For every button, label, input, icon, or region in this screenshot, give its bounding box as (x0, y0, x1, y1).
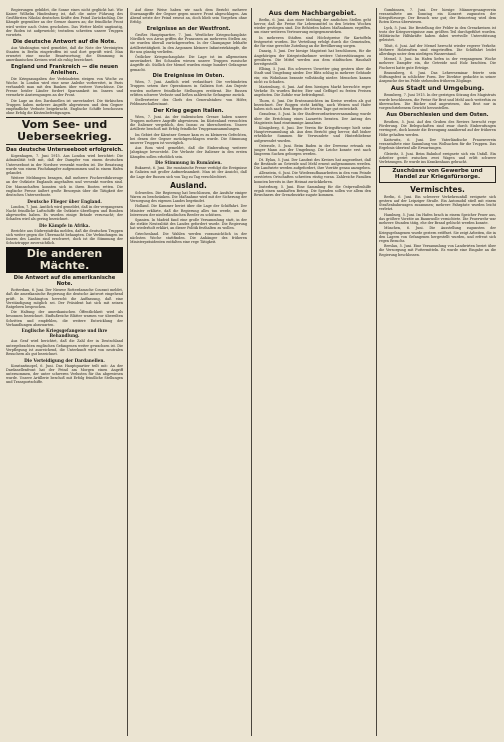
article-paragraph: Tilsit, 6. Juni. Auf der Memel herrscht wieder regerer Verkehr. Mehrere Holztraften sind eingetroffen. Die Schiffahrt leidet allerdings unter dem niedrigen Wasserstand. (379, 43, 496, 56)
article-heading: Die deutsche Antwort auf die Note. (12, 38, 117, 45)
boxed-notice (379, 166, 496, 183)
article-paragraph: Kopenhagen, 7. Juni 1915. Aus London wird berichtet: Die Admiralität teilt mit, daß der Dampfer von einem deutschen Unterseeboot in der Nordsee versenkt worden ist. Die Besatzung wurde von einem Fischdampfer aufgenommen und in einem Hafen gelandet. (6, 154, 123, 175)
article-heading: Die Verteidigung der Dardanellen. (24, 357, 105, 363)
article-paragraph: Berichte aus Südwestafrika melden, daß die deutschen Truppen sich weiter gegen die Übermacht behaupten. Die Verbindungen im Innern des Landes sind erschwert, doch ist die Stimmung der Schutztruppe zuversichtlich. (6, 228, 123, 246)
article-paragraph: Großes Hauptquartier, 7. Juni. Westlicher Kriegsschauplatz: Nördlich von Arras griffen die Franzosen an mehreren Stellen an; sie wurden überall zurückgeworfen. In der Champagne lebhafte Artillerietätigkeit. In den Argonnen kleinere Infanteriekämpfe, die für uns günstig verliefen. (130, 33, 247, 54)
article-paragraph: Memel, 5. Juni. Im Hafen liefen in der vergangenen Woche mehrere Dampfer ein, die Getreide und Holz brachten. Die Fischerei hatte gute Erträge. (379, 57, 496, 70)
article-paragraph: Bukarest, 6. Juni. Die rumänische Presse verfolgt die Ereignisse in Galizien mit großer Aufmerksamkeit. Man ist der Ansicht, daß die Lage der Russen sich von Tag zu Tag verschlechtert. (130, 166, 247, 179)
article-paragraph: Kattowitz, 6. Juni. Der Vaterländische Frauenverein veranstaltete eine Sammlung von Wollsachen für die Truppen. Das Ergebnis übertraf alle Erwartungen. (379, 137, 496, 151)
article-paragraph: Aus Rom wird gemeldet, daß die Einberufung weiterer Jahrgänge bevorsteht. Die Verluste der Italiener in den ersten Kämpfen sollen erheblich sein. (130, 146, 247, 159)
article-paragraph: Rotterdam, 6. Juni. Der Nieuwe Rotterdamsche Courant meldet, daß die amerikanische Regierung die deutsche Antwort eingehend prüft. In Washington herrscht die Auffassung, daß eine Verständigung möglich sei. Der Präsident hat sich mit seinen Ratgebern besprochen. (6, 288, 123, 309)
article-paragraph: Schweden. Die Regierung hat beschlossen, die Ausfuhr einiger Waren zu beschränken. Die Maßnahme wird mit der Sicherung der Versorgung des eigenen Landes begründet. (130, 190, 247, 204)
article-paragraph: Insterburg, 5. Juni. Eine Sammlung für die Ostpreußenhilfe ergab einen namhaften Betrag. Die Spenden sollen vor allem den Bewohnern der Grenzbezirke zugute kommen. (254, 184, 371, 198)
article-paragraph: Im Gebiet der Kärntner Grenze kam es zu kleineren Gefechten, bei denen der Gegner zurückgeschlagen wurde. Die Stimmung unserer Truppen ist vorzüglich. (130, 132, 247, 145)
section-heading-neighbor-region: Aus dem Nachbargebiet. (268, 10, 357, 17)
article-paragraph: Allenstein, 6. Juni. Die Wiederaufbauarbeiten in den vom Feinde zerstörten Ortschaften schreiten rüstig voran. Zahlreiche Familien konnten bereits in ihre Heimat zurückkehren. (254, 171, 371, 184)
article-paragraph: Braunsberg, 6. Juni. Das Lehrerseminar feierte sein Stiftungsfest in schlichter Form. Der Direktor gedachte in seiner Ansprache der im Felde stehenden früheren Zöglinge. (379, 70, 496, 84)
article-heading: Deutsche Flieger über England. (27, 198, 102, 204)
article-paragraph: Hamburg, 5. Juni. Im Hafen brach in einem Speicher Feuer aus, das größere Vorräte an Baumwolle vernichtete. Die Feuerwehr war mehrere Stunden tätig, ehe der Brand gelöscht werden konnte. (379, 212, 496, 226)
column-3 (254, 8, 371, 736)
section-heading-city: Aus Stadt und Umgebung. (390, 85, 485, 93)
article-paragraph: Beuthen, 5. Juni. Auf den Gruben des Reviers herrscht rege Förderung. Die Belegschaften sind zwar durch Einberufungen verringert, doch konnte die Erzeugung annähernd auf der früheren Höhe gehalten werden. (379, 120, 496, 137)
article-paragraph: Danzig, 5. Juni. Der hiesige Magistrat hat beschlossen, für die Angehörigen der Kriegsteilnehmer weitere Unterstützungen zu gewähren. Die Mittel werden aus dem städtischen Haushalt bereitgestellt. (254, 49, 371, 66)
article-paragraph: München, 6. Juni. Die Ausstellung zugunsten der Kriegsgefangenen wurde gestern eröffnet. Sie zeigt Arbeiten, die in den Lagern von Gefangenen hergestellt wurden, und erfreut sich regen Besuchs. (379, 226, 496, 243)
column-divider (376, 8, 377, 736)
column-1 (6, 8, 123, 736)
column-4 (379, 8, 496, 736)
article-paragraph: Gleiwitz, 5. Juni. Beim Bahnhof ereignete sich ein Unfall. Ein Arbeiter geriet zwischen zwei Wagen und erlitt schwere Verletzungen. Er wurde ins Krankenhaus gebracht. (379, 151, 496, 164)
article-paragraph: Griechenland. Die Wahlen werden voraussichtlich in der nächsten Woche stattfinden. Die Anhänger des früheren Ministerpräsidenten entfalten eine rege Tätigkeit. (130, 231, 247, 245)
article-paragraph: Osterode, 5. Juni. Beim Baden in der Drewenz ertrank ein junger Mann aus der Umgebung. Die Leiche konnte erst nach längerem Suchen geborgen werden. (254, 143, 371, 157)
article-paragraph: Berlin, 6. Juni. Aus einer Meldung der amtlichen Stellen geht hervor, daß die Preise für Lebensmittel in den letzten Wochen wieder gestiegen sind. Die Behörden haben Maßnahmen ergriffen, um einer weiteren Verteuerung entgegenzuwirken. (254, 18, 371, 35)
boxed-notice-heading: Zuschüsse von Gewerbe und Handel zur Kriegsfürsorge. (392, 168, 483, 181)
article-paragraph: Die Lage an den Dardanellen ist unverändert. Die türkischen Truppen haben mehrere Angriffe abgewiesen und dem Gegner empfindliche Verluste beigebracht. Englische Schiffe beschossen ohne Erfolg die Küstenbefestigungen. (6, 98, 123, 116)
article-paragraph: Regierungen gebildet, die Sonne eines nicht geglückt hat. Wie Kaiser Wilhelm Hindenburg ist, daß die unter Führung des Großfürsten Nikolai deutschen Kräfte den Feind Zurückschlag. Die Kämpfe gegenüber an der Grenze dauern an; die feindliche Front wird weiter nach Osten geschoben. Das Wetter bleibt ungünstig, der Boden ist aufgeweicht; trotzdem schreiten unsere Truppen vorwärts. (6, 8, 123, 37)
article-paragraph: Spanien. In Madrid fand eine große Versammlung statt, in der die strikte Neutralität des Landes gefordert wurde. Die Regierung hat wiederholt erklärt, an dieser Politik festhalten zu wollen. (130, 218, 247, 231)
article-paragraph: Östlicher Kriegsschauplatz: Die Lage ist im allgemeinen unverändert. Bei Schaulen wiesen unsere Truppen russische Angriffe ab. Südlich der Memel wurden einige hundert Gefangene gemacht. (130, 55, 247, 72)
article-heading: Der Krieg gegen Italien. (153, 107, 224, 114)
article-paragraph: In mehreren Städten sind Höchstpreise für Kartoffeln festgesetzt worden. Die Verteilung erfolgt durch die Gemeinden, die für eine gerechte Zuteilung an die Bevölkerung sorgen. (254, 35, 371, 49)
article-paragraph: Konstantinopel, 6. Juni. Das Hauptquartier teilt mit: An der Dardanellenfront hat der Feind am Morgen einen Angriff unternommen, der unter schweren Verlusten für ihn abgewiesen wurde. Unsere Artillerie beschoß mit Erfolg feindliche Stellungen und Transportschiffe. (6, 363, 123, 385)
section-heading-misc: Vermischtes. (410, 184, 465, 194)
article-paragraph: Königsberg, 6. Juni. Der Verein für Kriegsfürsorge hielt seine Hauptversammlung ab. Aus dem Bericht ging hervor, daß bisher erhebliche Summen für Verwundete und Hinterbliebene aufgewendet wurden. (254, 126, 371, 143)
article-heading: Englische Kriegsgefangene und ihre Behandlung. (21, 328, 108, 339)
article-paragraph: London, 7. Juni. Amtlich wird gemeldet, daß in der vergangenen Nacht feindliche Luftschiffe die Ostküste überflogen und Bomben abgeworfen haben. Es wurden einige Brände verursacht; der Schaden wird als gering bezeichnet. (6, 204, 123, 222)
column-divider (127, 8, 128, 736)
article-paragraph: Weitere Meldungen besagen, daß mehrere Fischereifahrzeuge an der Ostküste Englands angehalten und versenkt worden sind. Die Mannschaften konnten sich in ihren Booten retten. Die englische Presse äußert große Besorgnis über die Tätigkeit der deutschen Unterseeboote. (6, 176, 123, 197)
article-paragraph: Holland. Die Kammer beriet über die Lage der Schiffahrt. Der Minister erklärte, daß die Regierung alles tun werde, um die Interessen der niederländischen Reeder zu schützen. (130, 204, 247, 217)
article-paragraph: Thorn, 6. Juni. Die Ernteaussichten im Kreise werden als gut bezeichnet. Der Roggen steht kräftig, auch Weizen und Hafer haben sich nach dem Regen der letzten Tage gut entwickelt. (254, 98, 371, 112)
article-paragraph: Stellvertreter des Chefs des Generalstabes: von Höfer, Feldmarschalleutnant. (130, 98, 247, 107)
article-paragraph: Die Haltung der amerikanischen Öffentlichkeit wird als besonnen bezeichnet. Einflußreiche Blätter warnen vor übereilten Schritten und empfehlen, die weitere Entwicklung der Verhandlungen abzuwarten. (6, 310, 123, 327)
article-paragraph: Marienburg, 6. Juni. Auf dem hiesigen Markt herrschte reger Verkehr. Es wurden Butter, Eier und Geflügel zu festen Preisen angeboten. Die Zufuhr war befriedigend. (254, 85, 371, 98)
section-heading-other-powers: Die anderen Mächte. (6, 247, 123, 273)
article-paragraph: Die Kriegsausgaben der Verbündeten steigen von Woche zu Woche. In London wird eine neue Anleihe vorbereitet, in Paris verhandelt man mit den Banken über weitere Vorschüsse. Die Presse beider Länder fordert Sparsamkeit im Innern und vermehrte Anstrengungen an der Front. (6, 76, 123, 98)
article-paragraph: Wien, 7. Juni. An der italienischen Grenze haben unsere Truppen mehrere Angriffe abgewiesen. Im Küstenland versuchten die Italiener vergeblich, den Isonzo zu überschreiten. Unsere Artillerie beschoß mit Erfolg feindliche Truppenansammlungen. (130, 114, 247, 132)
article-paragraph: Berlin, 6. Juni. Ein schwerer Verkehrsunfall ereignete sich gestern auf der Leipziger Straße. Ein Automobil stieß mit einem Straßenbahnwagen zusammen; mehrere Fahrgäste wurden leicht verletzt. (379, 194, 496, 212)
article-paragraph: Elbing, 5. Juni. Ein schweres Unwetter ging gestern über die Stadt und Umgebung nieder. Der Blitz schlug in mehrere Gebäude ein; ein Wohnhaus brannte vollständig nieder. Menschen kamen nicht zu Schaden. (254, 67, 371, 84)
article-paragraph: Wien, 7. Juni. Amtlich wird verlautbart: Die verbündeten Truppen setzen ihre Operationen in Galizien fort. Am Dnjestr wurden mehrere feindliche Stellungen erstürmt. Die Russen erlitten schwere Verluste und ließen zahlreiche Gefangene zurück. (130, 80, 247, 97)
article-paragraph: Lyck, 5. Juni. Die Bestellung der Felder in den Grenzkreisen ist trotz der Kriegsereignisse zum größten Teil durchgeführt worden. Militärische Hilfskräfte haben dabei wertvolle Unterstützung geleistet. (379, 25, 496, 43)
article-paragraph: Auf diese Weise haben wir nach dem Bericht mehrere Sturmangriffe der Gegner gegen unsere Front abgeschlagen. Am Abend setzte der Feind erneut an, doch blieb sein Vorgehen ohne Erfolg. (130, 8, 247, 25)
article-heading: Ereignisse an der Westfront. (146, 26, 231, 33)
section-heading-upper-silesia: Aus Oberschlesien und dem Osten. (386, 112, 489, 119)
column-divider (251, 8, 252, 736)
column-2 (130, 8, 247, 736)
article-paragraph: Graudenz, 5. Juni. In der Stadtverordnetenversammlung wurde über die Errichtung eines Lazaretts beraten. Der Antrag des Magistrats fand einstimmige Annahme. (254, 112, 371, 125)
article-heading: Die Antwort auf die amerikanische Note. (13, 275, 116, 288)
article-paragraph: Aus Washington wird gemeldet, daß die Note der Vereinigten Staaten in Berlin eingetroffen ist und dort geprüft wird. Man erwartet eine rasche Beantwortung; die Stimmung in amerikanischen Kreisen wird als ruhig bezeichnet. (6, 45, 123, 63)
article-paragraph: Breslau, 5. Juni. Eine Versammlung von Landwirten beriet über die Versorgung mit Futtermitteln. Es wurde eine Eingabe an die Regierung beschlossen. (379, 244, 496, 257)
article-paragraph: Bromberg, 7. Juni 1915. In der gestrigen Sitzung des Magistrats wurde beschlossen, die Preise für Brot und Mehl auch weiterhin zu überwachen. Die Bäcker sind angewiesen, das Brot nur in vorgeschriebenem Gewicht herzustellen. (379, 93, 496, 110)
section-heading-ausland: Ausland. (170, 180, 207, 190)
section-heading-sea-war: Vom See- und Ueberseekrieg. (6, 117, 123, 145)
article-paragraph: Aus Genf wird berichtet, daß die Zahl der in Deutschland untergebrachten englischen Gefangenen weiter gewachsen ist. Die Verpflegung ist ausreichend, die Unterkunft wird von neutralen Besuchern als gut bezeichnet. (6, 339, 123, 356)
article-heading: Die Stimmung in Rumänien. (155, 160, 222, 166)
article-heading: Die Kämpfe in Afrika. (39, 222, 90, 228)
article-paragraph: Gumbinnen, 7. Juni. Der hiesige Männergesangverein veranstaltete am Sonntag ein Konzert zugunsten der Kriegsfürsorge. Der Besuch war gut; der Reinertrag wird dem Roten Kreuz überwiesen. (379, 8, 496, 25)
article-heading: Das deutsche Unterseeboot erfolgreich. (6, 147, 123, 154)
article-heading: Die Ereignisse im Osten. (152, 73, 225, 80)
article-paragraph: Dt. Eylau, 5. Juni. Der Landrat des Kreises hat angeordnet, daß die Bestände an Getreide und Mehl erneut aufgenommen werden. Die Landwirte werden aufgefordert, ihre Vorräte genau anzugeben. (254, 157, 371, 170)
article-heading: England und Frankreich — die neuen Anleihen. (10, 63, 119, 76)
